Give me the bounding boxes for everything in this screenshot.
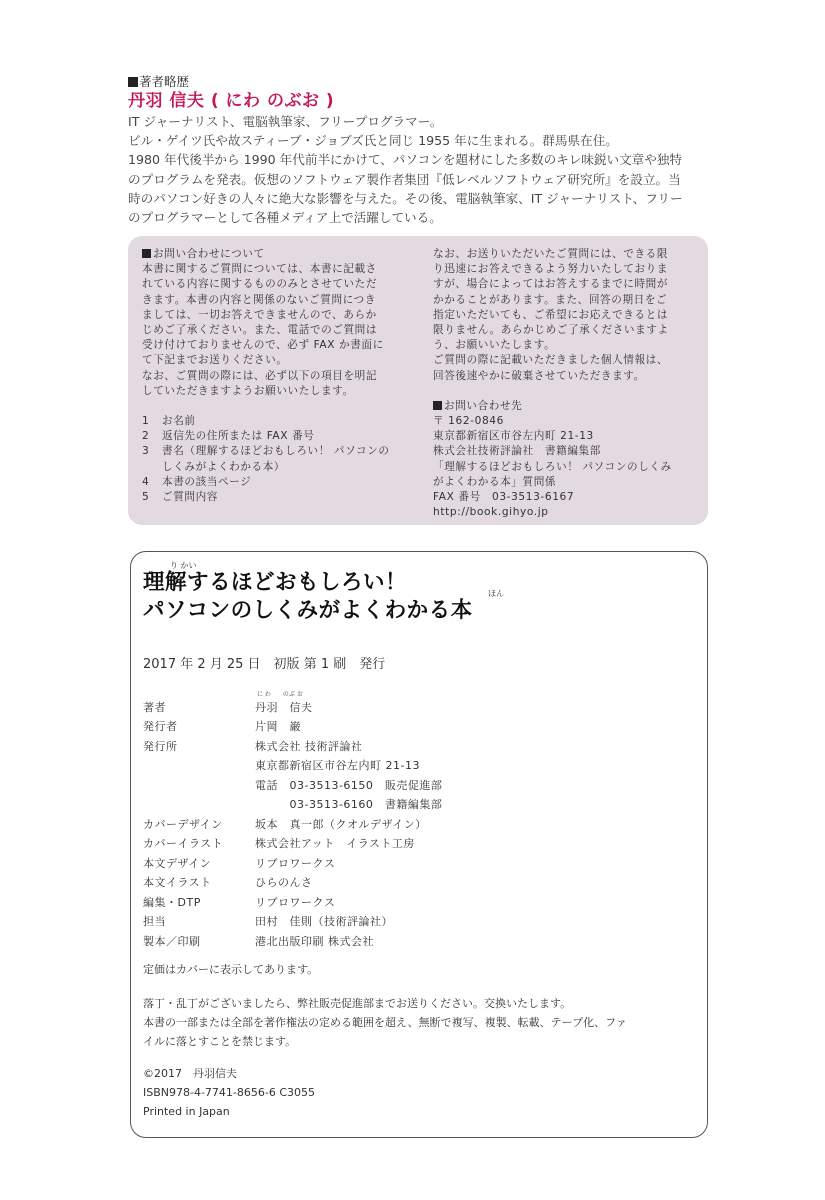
bio-line: のプログラマーとして各種メディア上で活躍している。 — [128, 210, 442, 226]
inquiry-line: なお、お送りいただいたご質問には、できる限 — [433, 248, 669, 260]
author-ruby: に わ のぶ お — [257, 691, 303, 698]
credit-row: 製本／印刷 港北出版印刷 株式会社 — [143, 934, 374, 948]
inquiry-line: ご質問の際に記載いただきました個人情報は、 — [433, 354, 669, 367]
inquiry-box — [128, 236, 708, 525]
credit-row: カバーデザイン 坂本 真一郎（クオルデザイン） — [143, 817, 427, 831]
inquiry-line: なお、ご質問の際には、必ず以下の項目を明記 — [142, 369, 378, 382]
credit-row: 東京都新宿区市谷左内町 21-13 — [255, 759, 420, 772]
title-line-2: パソコンのしくみがよくわかる本 — [143, 598, 473, 623]
credit-row: 編集・DTP リブロワークス — [143, 895, 336, 909]
bio-line: 時のパソコン好きの人々に絶大な影響を与えた。その後、電脳執筆家、IT ジャーナリスト、フリー — [128, 190, 683, 206]
inquiry-line: すが、場合によってはお答えするまでに時間が — [433, 278, 669, 291]
legal-notice — [143, 994, 627, 1051]
bio-line: ビル・ゲイツ氏や故スティーブ・ジョブズ氏と同じ 1955 年に生まれる。群馬県在住。 — [128, 133, 618, 149]
bio-line: のプログラムを発表。仮想のソフトウェア製作者集団『低レベルソフトウェア研究所』を設立。当 — [128, 171, 681, 187]
legal-line: 落丁・乱丁がございましたら、弊社販売促進部までお送りください。交換いたします。 — [143, 997, 572, 1010]
square-bullet-icon — [433, 401, 442, 410]
copyright-block — [143, 1064, 315, 1121]
inquiry-line: て下記までお送りください。 — [142, 354, 288, 367]
inquiry-line: 受け付けておりませんので、必ず FAX か書面に — [142, 339, 384, 352]
publish-date: 2017 年 2 月 25 日 初版 第 1 刷 発行 — [143, 657, 386, 672]
credit-row: 本文イラスト ひらのんさ — [143, 876, 313, 889]
credit-row: 発行者 片岡 巌 — [143, 720, 301, 733]
author-name: 丹羽 信夫 ( にわ のぶお ) — [128, 91, 335, 111]
square-bullet-icon — [142, 249, 151, 258]
author-profile-heading: 著者略歴 — [128, 74, 718, 90]
credit-row: 03-3513-6160 書籍編集部 — [255, 798, 443, 811]
book-title — [143, 560, 504, 624]
credits-table — [143, 695, 442, 949]
title-line-1: 理解するほどおもしろい！ — [143, 570, 408, 595]
credit-row: 著者 丹羽 信夫 — [143, 700, 313, 714]
inquiry-line: り迅速にお答えできるよう努力いたしておりま — [433, 263, 669, 276]
inquiry-line: きます。本書の内容と関係のないご質問につき — [142, 293, 377, 306]
contact-address: 東京都新宿区市谷左内町 21-13 — [433, 430, 594, 443]
contact-dept: 株式会社技術評論社 書籍編集部 — [433, 445, 601, 458]
contact-line: がよくわかる本」質問係 — [433, 475, 557, 488]
list-item: 5 ご質問内容 — [142, 491, 218, 504]
inquiry-line: 本書に関するご質問については、本書に記載さ — [142, 263, 377, 276]
price-note: 定価はカバーに表示してあります。 — [143, 963, 319, 976]
list-item: 1 お名前 — [142, 415, 196, 428]
contact-line: 「理解するほどおもしろい！ パソコンのしくみ — [433, 460, 672, 473]
bio-line: IT ジャーナリスト、電脳執筆家、フリープログラマー。 — [128, 114, 443, 129]
inquiry-line: 指定いただいても、ご希望にお応えできるとは — [433, 308, 669, 321]
isbn: ISBN978-4-7741-8656-6 C3055 — [143, 1086, 316, 1099]
legal-line: 本書の一部または全部を著作権法の定める範囲を超え、無断で複写、複製、転載、テープ化、ファ — [143, 1016, 627, 1029]
inquiry-heading: お問い合わせについて — [142, 247, 422, 262]
credit-row: 担当 田村 佳則（技術評論社） — [143, 915, 393, 928]
contact-postal: 〒 162-0846 — [433, 415, 504, 428]
inquiry-line: していただきますようお願いいたします。 — [142, 384, 354, 397]
credit-row: 本文デザイン リブロワークス — [143, 856, 336, 870]
inquiry-line: う、お願いいたします。 — [433, 339, 556, 352]
required-items-list — [142, 414, 422, 505]
inquiry-left-column — [142, 247, 422, 505]
bio-line: 1980 年代後半から 1990 年代前半にかけて、パソコンを題材にした多数のキレ味鋭い文章や独特 — [128, 152, 683, 168]
inquiry-line: じめご了承ください。また、電話でのご質問は — [142, 324, 378, 337]
legal-line: イルに落とすことを禁じます。 — [143, 1035, 297, 1048]
contact-url[interactable]: http://book.gihyo.jp — [433, 506, 549, 519]
colophon-box — [130, 551, 708, 1138]
list-item: 3 書名（理解するほどおもしろい！ パソコンの — [142, 445, 390, 458]
credit-row: 発行所 株式会社 技術評論社 — [143, 739, 363, 753]
list-item: 4 本書の該当ページ — [142, 475, 252, 488]
list-item: しくみがよくわかる本） — [162, 460, 286, 473]
inquiry-line: れている内容に関するもののみとさせていただ — [142, 278, 378, 291]
inquiry-line: 回答後速やかに破棄させていただきます。 — [433, 369, 645, 382]
inquiry-line: かかることがあります。また、回答の期日をご — [433, 293, 668, 306]
title-ruby: ほん — [488, 589, 504, 598]
author-bio — [128, 112, 718, 227]
inquiry-line: 限りません。あらかじめご了承くださいますよ — [433, 324, 669, 337]
square-bullet-icon — [128, 77, 138, 87]
author-profile — [128, 74, 718, 227]
contact-fax: FAX 番号 03-3513-6167 — [433, 491, 575, 504]
credit-row: カバーイラスト 株式会社アット イラスト工房 — [143, 837, 415, 850]
copyright: ©2017 丹羽信夫 — [143, 1067, 237, 1080]
title-ruby: り かい — [170, 561, 197, 570]
contact-heading: お問い合わせ先 — [433, 399, 703, 414]
credit-row: 電話 03-3513-6150 販売促進部 — [255, 778, 443, 792]
inquiry-line: ましては、一切お答えできませんので、あらか — [142, 308, 377, 321]
list-item: 2 返信先の住所または FAX 番号 — [142, 430, 315, 443]
printed-in: Printed in Japan — [143, 1105, 230, 1118]
inquiry-right-column — [433, 247, 703, 520]
